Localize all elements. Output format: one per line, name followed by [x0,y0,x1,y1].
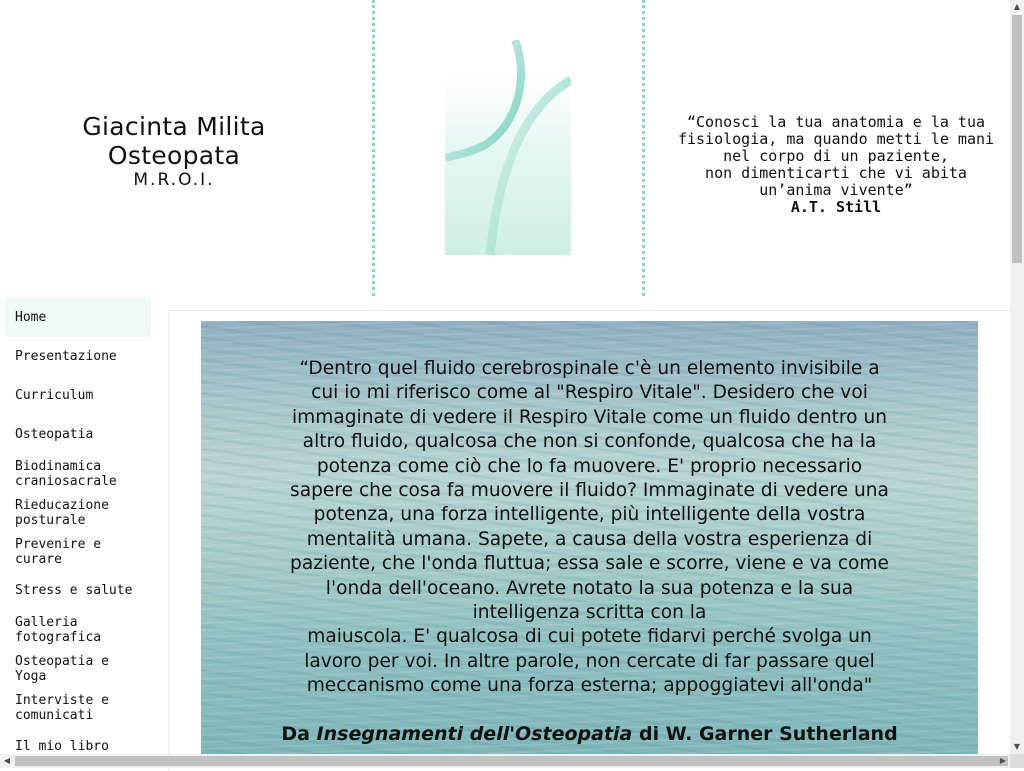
horizontal-scroll-thumb[interactable] [15,756,1008,766]
brand-name: Giacinta Milita [82,112,266,141]
vertical-scroll-thumb[interactable] [1012,15,1022,263]
site-header [0,0,1010,300]
scroll-left-icon[interactable]: ◀ [3,756,11,765]
quote-citation [201,723,978,745]
quote-line: sapere che cosa fa muovere il fluido? Immaginate di vedere una [290,480,889,502]
scroll-right-icon[interactable]: ▶ [999,756,1007,765]
vertical-scrollbar[interactable] [1010,0,1024,754]
sidebar-item-galleria[interactable]: Galleria fotografica [15,614,102,645]
citation-book-title: Insegnamenti dell'Osteopatia [316,723,633,745]
quote-line: lavoro per voi. In altre parole, non cercate di far passare quel [304,650,875,672]
brand-title: Osteopata [107,141,241,170]
quote-line: immaginate di vedere il Respiro Vitale come un fluido dentro un [291,406,888,428]
quote-line: altro fluido, qualcosa che non si confonde, qualcosa che ha la [302,431,877,453]
sutherland-quote [201,357,978,699]
header-quote-line: fisiologia, ma quando metti le mani [677,130,995,148]
quote-line: “Dentro quel fluido cerebrospinale c'è un elemento invisibile a [299,358,880,379]
horizontal-scrollbar[interactable] [0,754,1010,768]
citation-suffix: di W. Garner Sutherland [632,723,898,745]
header-quote-line: un’anima vivente” [759,181,913,199]
sidebar-item-biodinamica[interactable]: Biodinamica craniosacrale [15,458,117,489]
sidebar-item-yoga[interactable]: Osteopatia e Yoga [15,653,109,684]
sidebar-item-libro[interactable]: Il mio libro [15,739,109,754]
quote-line: meccanismo come una forza esterna; appoggiatevi all'onda" [306,675,873,697]
header-quote [672,114,1000,216]
scroll-down-icon[interactable]: ▼ [1013,742,1021,751]
quote-line: intelligenza scritta con la [472,602,707,624]
quote-line: potenza come ciò che lo fa muovere. E' proprio necessario [316,455,863,477]
sidebar-item-interviste[interactable]: Interviste e comunicati [15,692,109,723]
brand-block [40,112,308,190]
quote-line: paziente, che l'onda fluttua; essa sale e scorre, viene e va come [290,553,889,575]
header-quote-line: non dimenticarti che vi abita [705,164,967,182]
brand-subtitle: M.R.O.I. [133,170,215,190]
sidebar-item-curriculum[interactable]: Curriculum [15,388,94,403]
scrollbar-corner [1010,754,1024,768]
quote-line: potenza, una forza intelligente, più intelligente della vostra [313,504,866,526]
left-dotted-divider [372,0,375,296]
sidebar-item-osteopatia[interactable]: Osteopatia [15,427,94,442]
quote-line: cui io mi riferisco come al "Respiro Vitale". Desidero che voi [311,382,868,404]
sidebar-nav [5,298,151,766]
quote-line: mentalità umana. Sapete, a causa della vostra esperienza di [306,528,873,550]
header-quote-line: “Conosci la tua anatomia e la tua [686,113,985,131]
header-quote-line: nel corpo di un paziente, [723,147,949,165]
header-quote-author: A.T. Still [790,198,882,216]
quote-line: l'onda dell'oceano. Avrete notato la sua potenza e la sua [325,577,854,599]
sea-quote-banner [201,321,978,761]
sidebar-item-stress[interactable]: Stress e salute [15,583,133,598]
citation-prefix: Da [281,723,317,745]
right-dotted-divider [642,0,645,296]
quote-line: maiuscola. E' qualcosa di cui potete fidarvi perché svolga un [307,626,872,648]
logo-graphic [445,40,571,255]
sidebar-item-presentazione[interactable]: Presentazione [15,349,117,364]
sidebar-item-rieducazione[interactable]: Rieducazione posturale [15,497,109,528]
scroll-up-icon[interactable]: ▲ [1013,2,1021,11]
sidebar-item-prevenire[interactable]: Prevenire e curare [15,536,102,567]
sidebar-item-home[interactable]: Home [5,298,151,337]
